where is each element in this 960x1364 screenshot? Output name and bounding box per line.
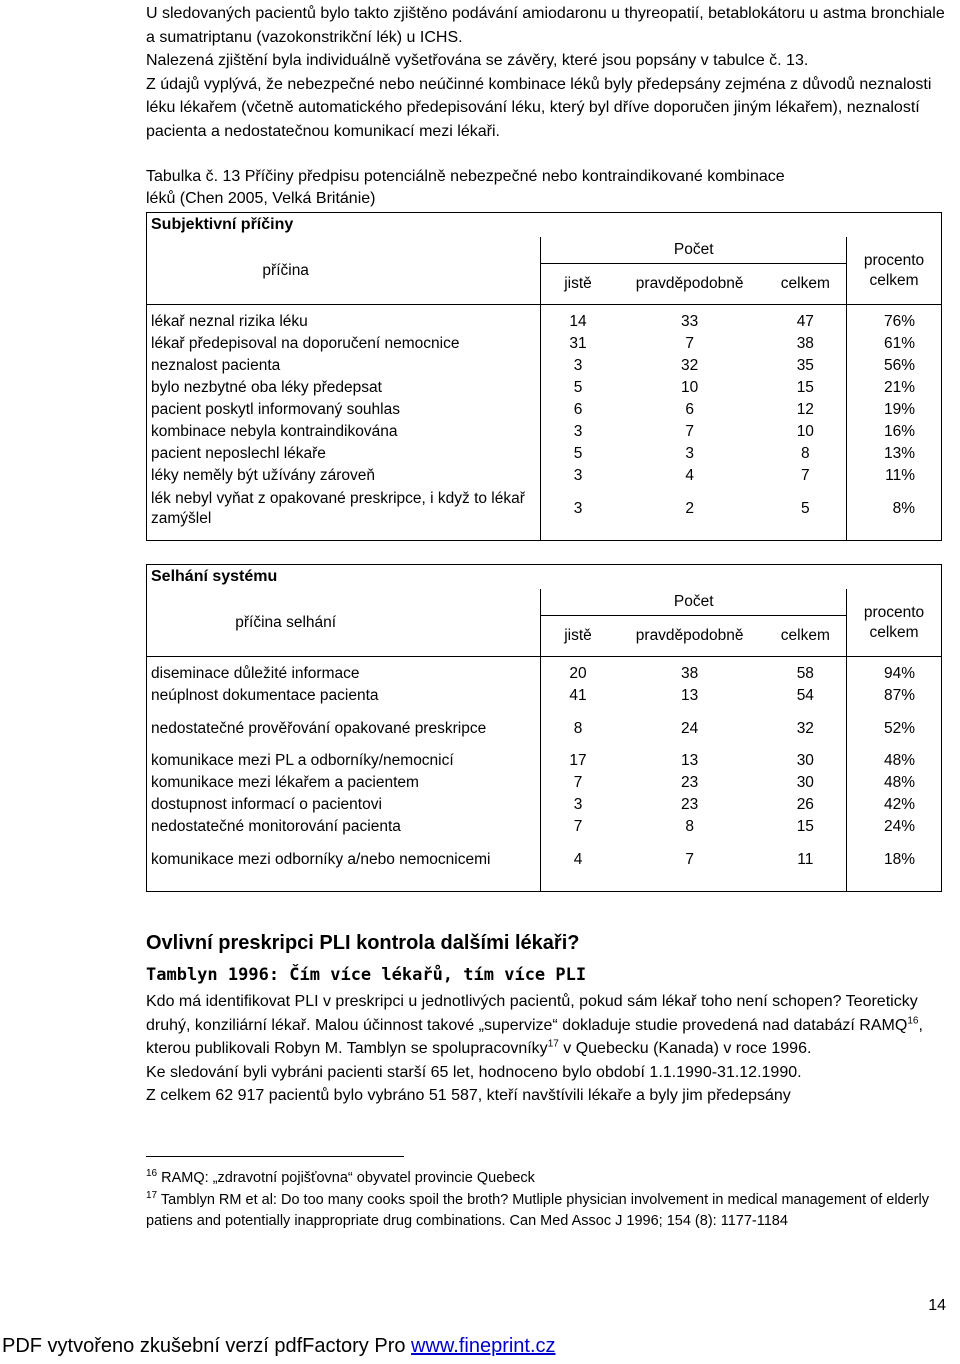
cell-percent: 21%: [847, 377, 942, 399]
cell-sure: 5: [541, 443, 615, 465]
cell-total: 32: [796, 719, 814, 737]
cell-cause: nedostatečné monitorování pacienta: [151, 818, 401, 835]
spacer-cell: [847, 530, 942, 541]
cell-likely: 32: [681, 357, 699, 374]
cell-cause: pacient poskytl informovaný souhlas: [151, 401, 400, 418]
cell-likely: 6: [685, 401, 694, 418]
table-row: [147, 399, 942, 421]
table-body: [147, 305, 942, 541]
header-cause: příčina: [262, 261, 309, 279]
cell-cause: komunikace mezi odborníky a/nebo nemocnicemi: [151, 851, 491, 868]
caption-line-1: Tabulka č. 13 Příčiny předpisu potenciálně nebezpečné nebo kontraindikované kombinace: [146, 168, 785, 185]
table-row: [147, 465, 942, 487]
cell-cause: diseminace důležité informace: [147, 657, 541, 686]
caption-line-2: léků (Chen 2005, Velká Británie): [146, 190, 376, 207]
header-likely: pravděpodobně: [635, 275, 744, 292]
spacer-cell: [541, 530, 615, 541]
cell-sure: 7: [541, 816, 615, 838]
header-percent: [847, 237, 942, 305]
pdf-footer: [2, 1335, 556, 1358]
spacer-cell: [147, 530, 541, 541]
cell-total: 12: [796, 401, 814, 418]
section-body: [146, 990, 946, 1108]
cell-likely: 8: [685, 818, 694, 835]
paragraph-text-c: v Quebecku (Kanada) v roce 1996.: [558, 1040, 812, 1057]
footnote-16: [146, 1168, 946, 1189]
cell-total: 10: [796, 423, 814, 440]
cell-total: 7: [801, 467, 810, 484]
cell-cause: léky neměly být užívány zároveň: [151, 467, 375, 484]
cell-percent: 24%: [847, 816, 942, 838]
footnote-divider: [146, 1156, 404, 1157]
header-count: Počet: [541, 237, 847, 264]
cell-likely: 24: [681, 719, 699, 737]
cell-percent: 94%: [847, 657, 942, 686]
cell-percent: 56%: [847, 355, 942, 377]
spacer-cell: [615, 881, 765, 892]
table-row: [147, 333, 942, 355]
header-total: celkem: [780, 627, 830, 644]
cell-likely: 10: [681, 379, 699, 396]
paragraph-text-b: , kterou publikovali Robyn M. Tamblyn se spolupracovníky: [146, 1016, 923, 1057]
cell-sure: 7: [541, 772, 615, 794]
cell-total: 11: [797, 850, 814, 868]
cell-cause: lékař předepisoval na doporučení nemocnice: [151, 335, 460, 352]
cell-cause: neúplnost dokumentace pacienta: [151, 687, 379, 704]
header-percent-line1: procento: [863, 603, 925, 621]
cell-likely: 4: [685, 467, 694, 484]
cell-likely: 13: [681, 752, 699, 769]
table-caption: [146, 166, 946, 210]
cell-sure: 3: [541, 421, 615, 443]
table-row: [147, 443, 942, 465]
table-row: [147, 421, 942, 443]
cell-total: 35: [796, 357, 814, 374]
header-percent: [847, 589, 942, 657]
footnote-17: [146, 1190, 946, 1232]
section-paragraph-3: Z celkem 62 917 pacientů bylo vybráno 51 587, kteří navštívili lékaře a byly jim předepsány: [146, 1087, 791, 1104]
cell-sure: 20: [541, 657, 615, 686]
cell-percent: 76%: [847, 305, 942, 334]
cell-total: 30: [796, 774, 814, 791]
cell-sure: 4: [541, 838, 615, 881]
cell-total: 58: [765, 657, 847, 686]
header-count: Počet: [541, 589, 847, 616]
section-title: Subjektivní příčiny: [151, 216, 294, 233]
paragraph-text-a: Kdo má identifikovat PLI v preskripci u jednotlivých pacientů, pokud sám lékař toho není schopen? Teoreticky druhý, konziliární lékař. Malou účinnost takové „supervize“ dokladuje studie provedená nad databází RAMQ: [146, 993, 918, 1034]
cell-likely: 7: [685, 423, 694, 440]
cell-percent: 61%: [847, 333, 942, 355]
spacer-cell: [765, 881, 847, 892]
cell-cause: dostupnost informací o pacientovi: [151, 796, 382, 813]
cell-total: 8: [801, 445, 810, 462]
cell-sure: 5: [541, 377, 615, 399]
cell-total: 54: [796, 687, 814, 704]
cell-total: 38: [796, 335, 814, 352]
cell-percent: 48%: [847, 772, 942, 794]
intro-paragraph-1: U sledovaných pacientů bylo takto zjištěno podávání amiodaronu u thyreopatií, betablokátoru u astma bronchiale a sumatriptanu (vazokonstrikční lék) u ICHS.: [146, 5, 945, 46]
cell-sure: 41: [541, 685, 615, 707]
section-paragraph-1: [146, 990, 946, 1061]
cell-sure: 3: [541, 465, 615, 487]
section-title: Selhání systému: [151, 568, 278, 585]
header-sure: jistě: [541, 264, 615, 305]
cell-cause: lékař neznal rizika léku: [147, 305, 541, 334]
intro-paragraph-2: Nalezená zjištění byla individuálně vyšetřována se závěry, které jsou popsány v tabulce č. 13.: [146, 52, 809, 69]
footnote-ref-16[interactable]: 16: [907, 1015, 919, 1027]
section-subheading: Tamblyn 1996: Čím více lékařů, tím více PLI: [146, 965, 587, 985]
header-percent-line2: celkem: [869, 271, 919, 289]
header-percent-line1: procento: [863, 251, 925, 269]
table-row: [147, 685, 942, 707]
table-row: [147, 657, 942, 686]
intro-text: [146, 2, 946, 143]
cell-sure: 3: [541, 794, 615, 816]
page-number: 14: [928, 1297, 946, 1314]
table-row: [147, 377, 942, 399]
cell-total: 26: [796, 796, 814, 813]
table-row: [147, 794, 942, 816]
cell-likely: 33: [615, 305, 765, 334]
footer-text: PDF vytvořeno zkušební verzí pdfFactory Pro: [2, 1335, 412, 1357]
cell-percent: 8%: [847, 487, 942, 530]
footnote-number: 16: [146, 1168, 158, 1180]
cell-cause: pacient neposlechl lékaře: [151, 445, 326, 462]
cell-sure: 8: [541, 707, 615, 750]
cell-sure: 14: [541, 305, 615, 334]
cell-total: 15: [796, 379, 814, 396]
table-row: [147, 772, 942, 794]
cell-percent: 87%: [847, 685, 942, 707]
header-total: celkem: [780, 275, 830, 292]
cell-percent: 19%: [847, 399, 942, 421]
section-heading: Ovlivní preskripci PLI kontrola dalšími lékaři?: [146, 932, 580, 954]
cell-cause: bylo nezbytné oba léky předepsat: [151, 379, 382, 396]
table-row: [147, 838, 942, 881]
cell-total: 15: [796, 818, 814, 835]
spacer-cell: [147, 881, 541, 892]
cell-likely: 7: [685, 335, 694, 352]
cell-sure: 3: [541, 487, 615, 530]
cell-likely: 13: [681, 687, 699, 704]
spacer-cell: [541, 881, 615, 892]
header-likely: pravděpodobně: [635, 627, 744, 644]
table-row: [147, 750, 942, 772]
table-body: [147, 657, 942, 892]
section-paragraph-2: Ke sledování byli vybráni pacienti starší 65 let, hodnoceno bylo období 1.1.1990-31.12.1990.: [146, 1063, 802, 1081]
spacer-cell: [615, 530, 765, 541]
cell-sure: 6: [541, 399, 615, 421]
cell-percent: 52%: [847, 707, 942, 750]
cell-cause: lék nebyl vyňat z opakované preskripce, i když to lékař zamýšlel: [151, 490, 525, 527]
table-row: [147, 305, 942, 334]
intro-paragraph-3: Z údajů vyplývá, že nebezpečné nebo neúčinné kombinace léků byly předepsány zejména z důvodů neznalosti léku lékařem (včetně automatického předepisování léku, který byl dříve doporučen jiným lékařem), neznalostí pacienta a nedostatečnou komunikací mezi lékaři.: [146, 75, 932, 140]
cell-cause: nedostatečné prověřování opakované preskripce: [151, 720, 487, 737]
cell-percent: 11%: [847, 465, 942, 487]
header-sure: jistě: [541, 616, 615, 657]
cell-likely: 23: [681, 796, 699, 813]
cell-percent: 42%: [847, 794, 942, 816]
cell-total: 47: [765, 305, 847, 334]
cell-cause: komunikace mezi PL a odborníky/nemocnicí: [151, 752, 454, 769]
cell-total: 5: [801, 499, 810, 517]
cell-likely: 7: [685, 850, 694, 868]
table-row: [147, 355, 942, 377]
header-cause: příčina selhání: [235, 613, 337, 631]
cell-cause: neznalost pacienta: [151, 357, 281, 374]
cell-cause: kombinace nebyla kontraindikována: [151, 423, 398, 440]
cell-likely: 2: [685, 499, 694, 517]
footnote-ref-17[interactable]: 17: [547, 1038, 559, 1050]
cell-percent: 13%: [847, 443, 942, 465]
spacer-cell: [765, 530, 847, 541]
cell-cause: komunikace mezi lékařem a pacientem: [151, 774, 419, 791]
system-failure-table: [146, 564, 942, 892]
cell-total: 30: [796, 752, 814, 769]
cell-sure: 3: [541, 355, 615, 377]
spacer-cell: [847, 881, 942, 892]
cell-sure: 17: [541, 750, 615, 772]
table-spacer: [147, 881, 942, 892]
cell-likely: 3: [685, 445, 694, 462]
footer-link[interactable]: www.fineprint.cz: [411, 1335, 556, 1357]
header-percent-line2: celkem: [869, 623, 919, 641]
cell-percent: 18%: [847, 838, 942, 881]
table-row: [147, 487, 942, 530]
cell-likely: 38: [615, 657, 765, 686]
footnote-text: RAMQ: „zdravotní pojišťovna“ obyvatel provincie Quebeck: [161, 1170, 535, 1186]
footnote-number: 17: [146, 1190, 158, 1202]
table-spacer: [147, 530, 942, 541]
table-row: [147, 816, 942, 838]
cell-percent: 16%: [847, 421, 942, 443]
table-row: [147, 707, 942, 750]
footnote-text: Tamblyn RM et al: Do too many cooks spoil the broth? Mutliple physician involvement in medical management of elderly patiens and potentially inappropriate drug combinations. Can Med Assoc J 1996; 154 (8): 1177-1184: [146, 1192, 929, 1229]
cell-likely: 23: [681, 774, 699, 791]
cell-sure: 31: [541, 333, 615, 355]
subjective-causes-table: [146, 212, 942, 541]
cell-percent: 48%: [847, 750, 942, 772]
